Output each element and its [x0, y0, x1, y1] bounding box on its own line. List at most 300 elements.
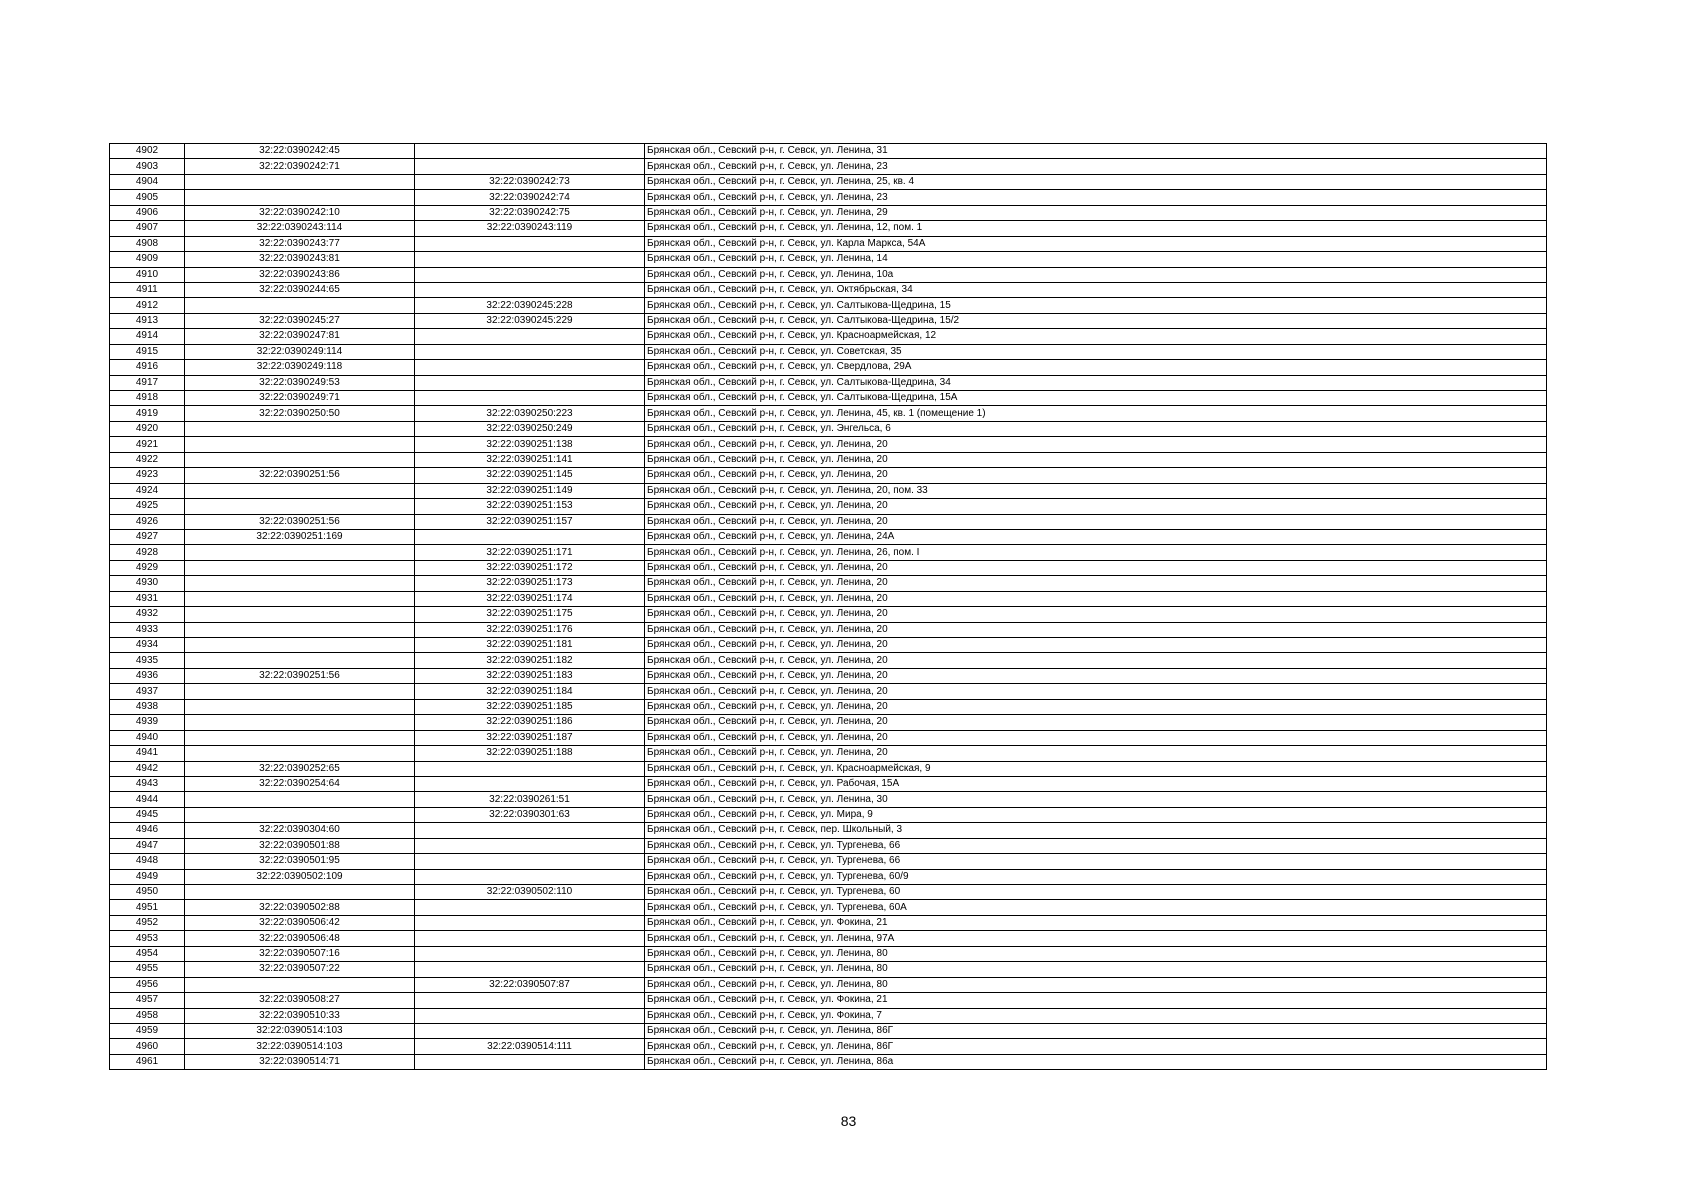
row-number-cell: 4934	[110, 638, 185, 653]
table-row	[110, 545, 1547, 560]
row-number-cell: 4959	[110, 1023, 185, 1038]
row-number-cell: 4950	[110, 885, 185, 900]
land-cadastral-cell	[185, 190, 415, 205]
row-number-cell: 4939	[110, 715, 185, 730]
building-cadastral-cell: 32:22:0390250:223	[415, 406, 645, 421]
building-cadastral-cell: 32:22:0390251:181	[415, 638, 645, 653]
table-row	[110, 792, 1547, 807]
row-number-cell: 4920	[110, 421, 185, 436]
building-cadastral-cell	[415, 900, 645, 915]
building-cadastral-cell	[415, 838, 645, 853]
building-cadastral-cell	[415, 946, 645, 961]
building-cadastral-cell	[415, 776, 645, 791]
land-cadastral-cell	[185, 298, 415, 313]
table-row	[110, 236, 1547, 251]
land-cadastral-cell	[185, 699, 415, 714]
building-cadastral-cell: 32:22:0390245:228	[415, 298, 645, 313]
address-cell: Брянская обл., Севский р-н, г. Севск, ул. Ленина, 86а	[645, 1054, 1547, 1069]
building-cadastral-cell: 32:22:0390502:110	[415, 885, 645, 900]
building-cadastral-cell	[415, 252, 645, 267]
property-table	[109, 143, 1547, 1070]
address-cell: Брянская обл., Севский р-н, г. Севск, ул. Салтыкова-Щедрина, 15/2	[645, 313, 1547, 328]
table-row	[110, 962, 1547, 977]
row-number-cell: 4943	[110, 776, 185, 791]
address-cell: Брянская обл., Севский р-н, г. Севск, ул. Ленина, 20	[645, 499, 1547, 514]
table-row	[110, 823, 1547, 838]
building-cadastral-cell: 32:22:0390251:187	[415, 730, 645, 745]
address-cell: Брянская обл., Севский р-н, г. Севск, ул. Салтыкова-Щедрина, 15А	[645, 391, 1547, 406]
address-cell: Брянская обл., Севский р-н, г. Севск, ул. Салтыкова-Щедрина, 34	[645, 375, 1547, 390]
row-number-cell: 4949	[110, 869, 185, 884]
land-cadastral-cell: 32:22:0390502:109	[185, 869, 415, 884]
table-row	[110, 282, 1547, 297]
address-cell: Брянская обл., Севский р-н, г. Севск, ул. Советская, 35	[645, 344, 1547, 359]
row-number-cell: 4919	[110, 406, 185, 421]
row-number-cell: 4961	[110, 1054, 185, 1069]
building-cadastral-cell: 32:22:0390251:188	[415, 746, 645, 761]
land-cadastral-cell	[185, 560, 415, 575]
row-number-cell: 4908	[110, 236, 185, 251]
land-cadastral-cell	[185, 607, 415, 622]
table-row	[110, 931, 1547, 946]
building-cadastral-cell: 32:22:0390242:73	[415, 174, 645, 189]
building-cadastral-cell: 32:22:0390251:145	[415, 468, 645, 483]
table-row	[110, 360, 1547, 375]
table-row	[110, 776, 1547, 791]
row-number-cell: 4911	[110, 282, 185, 297]
land-cadastral-cell: 32:22:0390252:65	[185, 761, 415, 776]
building-cadastral-cell: 32:22:0390251:185	[415, 699, 645, 714]
building-cadastral-cell: 32:22:0390251:138	[415, 437, 645, 452]
land-cadastral-cell	[185, 653, 415, 668]
address-cell: Брянская обл., Севский р-н, г. Севск, ул. Ленина, 20	[645, 684, 1547, 699]
table-row	[110, 576, 1547, 591]
building-cadastral-cell: 32:22:0390251:172	[415, 560, 645, 575]
address-cell: Брянская обл., Севский р-н, г. Севск, ул. Тургенева, 60	[645, 885, 1547, 900]
row-number-cell: 4952	[110, 915, 185, 930]
row-number-cell: 4933	[110, 622, 185, 637]
row-number-cell: 4945	[110, 807, 185, 822]
building-cadastral-cell: 32:22:0390251:184	[415, 684, 645, 699]
table-row	[110, 159, 1547, 174]
address-cell: Брянская обл., Севский р-н, г. Севск, ул. Красноармейская, 9	[645, 761, 1547, 776]
address-cell: Брянская обл., Севский р-н, г. Севск, ул. Ленина, 20	[645, 607, 1547, 622]
table-row	[110, 329, 1547, 344]
table-row	[110, 607, 1547, 622]
address-cell: Брянская обл., Севский р-н, г. Севск, ул. Ленина, 20	[645, 746, 1547, 761]
row-number-cell: 4912	[110, 298, 185, 313]
row-number-cell: 4940	[110, 730, 185, 745]
table-row	[110, 838, 1547, 853]
address-cell: Брянская обл., Севский р-н, г. Севск, ул. Ленина, 86Г	[645, 1023, 1547, 1038]
address-cell: Брянская обл., Севский р-н, г. Севск, ул. Ленина, 20	[645, 591, 1547, 606]
building-cadastral-cell: 32:22:0390514:111	[415, 1039, 645, 1054]
building-cadastral-cell	[415, 993, 645, 1008]
land-cadastral-cell: 32:22:0390514:71	[185, 1054, 415, 1069]
table-row	[110, 144, 1547, 159]
address-cell: Брянская обл., Севский р-н, г. Севск, ул. Ленина, 20	[645, 437, 1547, 452]
building-cadastral-cell	[415, 391, 645, 406]
land-cadastral-cell: 32:22:0390244:65	[185, 282, 415, 297]
land-cadastral-cell	[185, 638, 415, 653]
table-row	[110, 730, 1547, 745]
row-number-cell: 4930	[110, 576, 185, 591]
address-cell: Брянская обл., Севский р-н, г. Севск, ул. Фокина, 21	[645, 993, 1547, 1008]
row-number-cell: 4935	[110, 653, 185, 668]
building-cadastral-cell: 32:22:0390251:175	[415, 607, 645, 622]
table-row	[110, 483, 1547, 498]
table-row	[110, 1054, 1547, 1069]
row-number-cell: 4931	[110, 591, 185, 606]
land-cadastral-cell: 32:22:0390245:27	[185, 313, 415, 328]
table-row	[110, 190, 1547, 205]
land-cadastral-cell: 32:22:0390251:56	[185, 468, 415, 483]
land-cadastral-cell: 32:22:0390251:56	[185, 514, 415, 529]
table-row	[110, 298, 1547, 313]
land-cadastral-cell: 32:22:0390250:50	[185, 406, 415, 421]
address-cell: Брянская обл., Севский р-н, г. Севск, ул. Ленина, 10а	[645, 267, 1547, 282]
address-cell: Брянская обл., Севский р-н, г. Севск, ул. Тургенева, 60А	[645, 900, 1547, 915]
building-cadastral-cell	[415, 267, 645, 282]
address-cell: Брянская обл., Севский р-н, г. Севск, ул. Ленина, 20, пом. 33	[645, 483, 1547, 498]
row-number-cell: 4927	[110, 529, 185, 544]
land-cadastral-cell: 32:22:0390508:27	[185, 993, 415, 1008]
table-row	[110, 452, 1547, 467]
table-row	[110, 915, 1547, 930]
address-cell: Брянская обл., Севский р-н, г. Севск, ул. Рабочая, 15А	[645, 776, 1547, 791]
table-row	[110, 668, 1547, 683]
land-cadastral-cell: 32:22:0390507:16	[185, 946, 415, 961]
row-number-cell: 4909	[110, 252, 185, 267]
table-row	[110, 375, 1547, 390]
building-cadastral-cell: 32:22:0390251:157	[415, 514, 645, 529]
building-cadastral-cell: 32:22:0390251:183	[415, 668, 645, 683]
building-cadastral-cell: 32:22:0390507:87	[415, 977, 645, 992]
table-row	[110, 869, 1547, 884]
table-row	[110, 421, 1547, 436]
row-number-cell: 4947	[110, 838, 185, 853]
address-cell: Брянская обл., Севский р-н, г. Севск, ул. Фокина, 7	[645, 1008, 1547, 1023]
land-cadastral-cell: 32:22:0390510:33	[185, 1008, 415, 1023]
address-cell: Брянская обл., Севский р-н, г. Севск, ул. Салтыкова-Щедрина, 15	[645, 298, 1547, 313]
address-cell: Брянская обл., Севский р-н, г. Севск, ул. Ленина, 20	[645, 622, 1547, 637]
land-cadastral-cell	[185, 730, 415, 745]
land-cadastral-cell: 32:22:0390243:114	[185, 221, 415, 236]
building-cadastral-cell: 32:22:0390251:173	[415, 576, 645, 591]
building-cadastral-cell: 32:22:0390251:186	[415, 715, 645, 730]
address-cell: Брянская обл., Севский р-н, г. Севск, ул. Фокина, 21	[645, 915, 1547, 930]
row-number-cell: 4954	[110, 946, 185, 961]
address-cell: Брянская обл., Севский р-н, г. Севск, ул. Ленина, 20	[645, 576, 1547, 591]
table-row	[110, 746, 1547, 761]
address-cell: Брянская обл., Севский р-н, г. Севск, ул. Ленина, 20	[645, 699, 1547, 714]
address-cell: Брянская обл., Севский р-н, г. Севск, ул. Ленина, 20	[645, 653, 1547, 668]
land-cadastral-cell: 32:22:0390243:77	[185, 236, 415, 251]
building-cadastral-cell	[415, 159, 645, 174]
table-row	[110, 653, 1547, 668]
building-cadastral-cell: 32:22:0390251:171	[415, 545, 645, 560]
row-number-cell: 4921	[110, 437, 185, 452]
land-cadastral-cell	[185, 483, 415, 498]
address-cell: Брянская обл., Севский р-н, г. Севск, ул. Ленина, 20	[645, 668, 1547, 683]
row-number-cell: 4907	[110, 221, 185, 236]
land-cadastral-cell: 32:22:0390251:56	[185, 668, 415, 683]
table-row	[110, 205, 1547, 220]
table-row	[110, 761, 1547, 776]
row-number-cell: 4915	[110, 344, 185, 359]
building-cadastral-cell	[415, 931, 645, 946]
building-cadastral-cell: 32:22:0390261:51	[415, 792, 645, 807]
table-row	[110, 1023, 1547, 1038]
table-row	[110, 854, 1547, 869]
land-cadastral-cell	[185, 792, 415, 807]
land-cadastral-cell: 32:22:0390506:48	[185, 931, 415, 946]
address-cell: Брянская обл., Севский р-н, г. Севск, ул. Свердлова, 29А	[645, 360, 1547, 375]
row-number-cell: 4917	[110, 375, 185, 390]
row-number-cell: 4953	[110, 931, 185, 946]
land-cadastral-cell	[185, 437, 415, 452]
address-cell: Брянская обл., Севский р-н, г. Севск, ул. Энгельса, 6	[645, 421, 1547, 436]
address-cell: Брянская обл., Севский р-н, г. Севск, ул. Ленина, 80	[645, 977, 1547, 992]
row-number-cell: 4904	[110, 174, 185, 189]
land-cadastral-cell	[185, 977, 415, 992]
address-cell: Брянская обл., Севский р-н, г. Севск, ул. Ленина, 20	[645, 452, 1547, 467]
row-number-cell: 4905	[110, 190, 185, 205]
row-number-cell: 4958	[110, 1008, 185, 1023]
table-row	[110, 1008, 1547, 1023]
address-cell: Брянская обл., Севский р-н, г. Севск, ул. Ленина, 86Г	[645, 1039, 1547, 1054]
table-row	[110, 221, 1547, 236]
row-number-cell: 4914	[110, 329, 185, 344]
land-cadastral-cell: 32:22:0390514:103	[185, 1023, 415, 1038]
address-cell: Брянская обл., Севский р-н, г. Севск, ул. Ленина, 23	[645, 190, 1547, 205]
table-row	[110, 900, 1547, 915]
row-number-cell: 4923	[110, 468, 185, 483]
table-row	[110, 807, 1547, 822]
land-cadastral-cell	[185, 421, 415, 436]
address-cell: Брянская обл., Севский р-н, г. Севск, ул. Тургенева, 60/9	[645, 869, 1547, 884]
address-cell: Брянская обл., Севский р-н, г. Севск, ул. Ленина, 20	[645, 638, 1547, 653]
building-cadastral-cell: 32:22:0390250:249	[415, 421, 645, 436]
table-row	[110, 1039, 1547, 1054]
land-cadastral-cell: 32:22:0390243:86	[185, 267, 415, 282]
address-cell: Брянская обл., Севский р-н, г. Севск, ул. Ленина, 24А	[645, 529, 1547, 544]
land-cadastral-cell	[185, 452, 415, 467]
row-number-cell: 4948	[110, 854, 185, 869]
table-row	[110, 499, 1547, 514]
row-number-cell: 4951	[110, 900, 185, 915]
table-row	[110, 684, 1547, 699]
land-cadastral-cell	[185, 576, 415, 591]
address-cell: Брянская обл., Севский р-н, г. Севск, ул. Ленина, 14	[645, 252, 1547, 267]
land-cadastral-cell: 32:22:0390242:10	[185, 205, 415, 220]
land-cadastral-cell: 32:22:0390502:88	[185, 900, 415, 915]
land-cadastral-cell: 32:22:0390249:118	[185, 360, 415, 375]
address-cell: Брянская обл., Севский р-н, г. Севск, ул. Ленина, 80	[645, 962, 1547, 977]
table-row	[110, 267, 1547, 282]
land-cadastral-cell	[185, 684, 415, 699]
building-cadastral-cell	[415, 915, 645, 930]
land-cadastral-cell: 32:22:0390242:71	[185, 159, 415, 174]
row-number-cell: 4924	[110, 483, 185, 498]
address-cell: Брянская обл., Севский р-н, г. Севск, ул. Ленина, 20	[645, 715, 1547, 730]
address-cell: Брянская обл., Севский р-н, г. Севск, ул. Ленина, 45, кв. 1 (помещение 1)	[645, 406, 1547, 421]
address-cell: Брянская обл., Севский р-н, г. Севск, ул. Ленина, 26, пом. I	[645, 545, 1547, 560]
building-cadastral-cell: 32:22:0390243:119	[415, 221, 645, 236]
address-cell: Брянская обл., Севский р-н, г. Севск, ул. Ленина, 20	[645, 560, 1547, 575]
row-number-cell: 4955	[110, 962, 185, 977]
land-cadastral-cell	[185, 807, 415, 822]
address-cell: Брянская обл., Севский р-н, г. Севск, ул. Тургенева, 66	[645, 838, 1547, 853]
land-cadastral-cell: 32:22:0390507:22	[185, 962, 415, 977]
table-row	[110, 946, 1547, 961]
building-cadastral-cell: 32:22:0390251:153	[415, 499, 645, 514]
building-cadastral-cell	[415, 761, 645, 776]
row-number-cell: 4922	[110, 452, 185, 467]
row-number-cell: 4957	[110, 993, 185, 1008]
land-cadastral-cell	[185, 885, 415, 900]
land-cadastral-cell	[185, 545, 415, 560]
address-cell: Брянская обл., Севский р-н, г. Севск, ул. Ленина, 23	[645, 159, 1547, 174]
land-cadastral-cell: 32:22:0390501:95	[185, 854, 415, 869]
table-row	[110, 514, 1547, 529]
table-row	[110, 344, 1547, 359]
building-cadastral-cell	[415, 1023, 645, 1038]
building-cadastral-cell: 32:22:0390245:229	[415, 313, 645, 328]
page-number: 83	[840, 1113, 857, 1129]
address-cell: Брянская обл., Севский р-н, г. Севск, ул. Ленина, 80	[645, 946, 1547, 961]
row-number-cell: 4918	[110, 391, 185, 406]
land-cadastral-cell: 32:22:0390304:60	[185, 823, 415, 838]
building-cadastral-cell: 32:22:0390251:182	[415, 653, 645, 668]
table-row	[110, 437, 1547, 452]
building-cadastral-cell	[415, 282, 645, 297]
address-cell: Брянская обл., Севский р-н, г. Севск, ул. Тургенева, 66	[645, 854, 1547, 869]
address-cell: Брянская обл., Севский р-н, г. Севск, ул. Красноармейская, 12	[645, 329, 1547, 344]
table-row	[110, 406, 1547, 421]
table-row	[110, 993, 1547, 1008]
land-cadastral-cell: 32:22:0390514:103	[185, 1039, 415, 1054]
building-cadastral-cell	[415, 144, 645, 159]
building-cadastral-cell	[415, 375, 645, 390]
row-number-cell: 4910	[110, 267, 185, 282]
address-cell: Брянская обл., Севский р-н, г. Севск, ул. Ленина, 20	[645, 730, 1547, 745]
building-cadastral-cell	[415, 236, 645, 251]
address-cell: Брянская обл., Севский р-н, г. Севск, ул. Ленина, 97А	[645, 931, 1547, 946]
land-cadastral-cell: 32:22:0390249:114	[185, 344, 415, 359]
land-cadastral-cell	[185, 591, 415, 606]
building-cadastral-cell: 32:22:0390251:141	[415, 452, 645, 467]
building-cadastral-cell	[415, 854, 645, 869]
row-number-cell: 4956	[110, 977, 185, 992]
building-cadastral-cell: 32:22:0390251:176	[415, 622, 645, 637]
building-cadastral-cell: 32:22:0390301:63	[415, 807, 645, 822]
address-cell: Брянская обл., Севский р-н, г. Севск, ул. Ленина, 25, кв. 4	[645, 174, 1547, 189]
land-cadastral-cell: 32:22:0390251:169	[185, 529, 415, 544]
table-row	[110, 715, 1547, 730]
row-number-cell: 4929	[110, 560, 185, 575]
building-cadastral-cell: 32:22:0390242:74	[415, 190, 645, 205]
row-number-cell: 4946	[110, 823, 185, 838]
table-row	[110, 591, 1547, 606]
address-cell: Брянская обл., Севский р-н, г. Севск, ул. Октябрьская, 34	[645, 282, 1547, 297]
table-row	[110, 252, 1547, 267]
building-cadastral-cell	[415, 360, 645, 375]
row-number-cell: 4928	[110, 545, 185, 560]
row-number-cell: 4960	[110, 1039, 185, 1054]
land-cadastral-cell	[185, 174, 415, 189]
address-cell: Брянская обл., Севский р-н, г. Севск, ул. Ленина, 20	[645, 514, 1547, 529]
building-cadastral-cell	[415, 529, 645, 544]
building-cadastral-cell	[415, 344, 645, 359]
row-number-cell: 4903	[110, 159, 185, 174]
land-cadastral-cell	[185, 622, 415, 637]
building-cadastral-cell	[415, 962, 645, 977]
row-number-cell: 4925	[110, 499, 185, 514]
table-body	[110, 144, 1547, 1070]
row-number-cell: 4936	[110, 668, 185, 683]
table-row	[110, 560, 1547, 575]
table-row	[110, 638, 1547, 653]
building-cadastral-cell	[415, 823, 645, 838]
land-cadastral-cell: 32:22:0390247:81	[185, 329, 415, 344]
building-cadastral-cell	[415, 1008, 645, 1023]
row-number-cell: 4932	[110, 607, 185, 622]
row-number-cell: 4913	[110, 313, 185, 328]
table-row	[110, 885, 1547, 900]
row-number-cell: 4944	[110, 792, 185, 807]
building-cadastral-cell	[415, 869, 645, 884]
table-row	[110, 529, 1547, 544]
row-number-cell: 4926	[110, 514, 185, 529]
land-cadastral-cell: 32:22:0390501:88	[185, 838, 415, 853]
row-number-cell: 4906	[110, 205, 185, 220]
land-cadastral-cell: 32:22:0390243:81	[185, 252, 415, 267]
row-number-cell: 4942	[110, 761, 185, 776]
address-cell: Брянская обл., Севский р-н, г. Севск, ул. Ленина, 29	[645, 205, 1547, 220]
table-row	[110, 977, 1547, 992]
row-number-cell: 4941	[110, 746, 185, 761]
land-cadastral-cell: 32:22:0390506:42	[185, 915, 415, 930]
address-cell: Брянская обл., Севский р-н, г. Севск, ул. Ленина, 31	[645, 144, 1547, 159]
land-cadastral-cell: 32:22:0390249:71	[185, 391, 415, 406]
building-cadastral-cell	[415, 329, 645, 344]
building-cadastral-cell: 32:22:0390251:149	[415, 483, 645, 498]
address-cell: Брянская обл., Севский р-н, г. Севск, пер. Школьный, 3	[645, 823, 1547, 838]
building-cadastral-cell: 32:22:0390242:75	[415, 205, 645, 220]
address-cell: Брянская обл., Севский р-н, г. Севск, ул. Ленина, 12, пом. 1	[645, 221, 1547, 236]
land-cadastral-cell: 32:22:0390254:64	[185, 776, 415, 791]
address-cell: Брянская обл., Севский р-н, г. Севск, ул. Ленина, 30	[645, 792, 1547, 807]
row-number-cell: 4902	[110, 144, 185, 159]
building-cadastral-cell	[415, 1054, 645, 1069]
address-cell: Брянская обл., Севский р-н, г. Севск, ул. Ленина, 20	[645, 468, 1547, 483]
table-row	[110, 699, 1547, 714]
table-row	[110, 391, 1547, 406]
land-cadastral-cell: 32:22:0390242:45	[185, 144, 415, 159]
table-row	[110, 622, 1547, 637]
address-cell: Брянская обл., Севский р-н, г. Севск, ул. Мира, 9	[645, 807, 1547, 822]
land-cadastral-cell	[185, 499, 415, 514]
table-row	[110, 174, 1547, 189]
row-number-cell: 4916	[110, 360, 185, 375]
land-cadastral-cell: 32:22:0390249:53	[185, 375, 415, 390]
table-row	[110, 313, 1547, 328]
address-cell: Брянская обл., Севский р-н, г. Севск, ул. Карла Маркса, 54А	[645, 236, 1547, 251]
land-cadastral-cell	[185, 715, 415, 730]
land-cadastral-cell	[185, 746, 415, 761]
table-row	[110, 468, 1547, 483]
